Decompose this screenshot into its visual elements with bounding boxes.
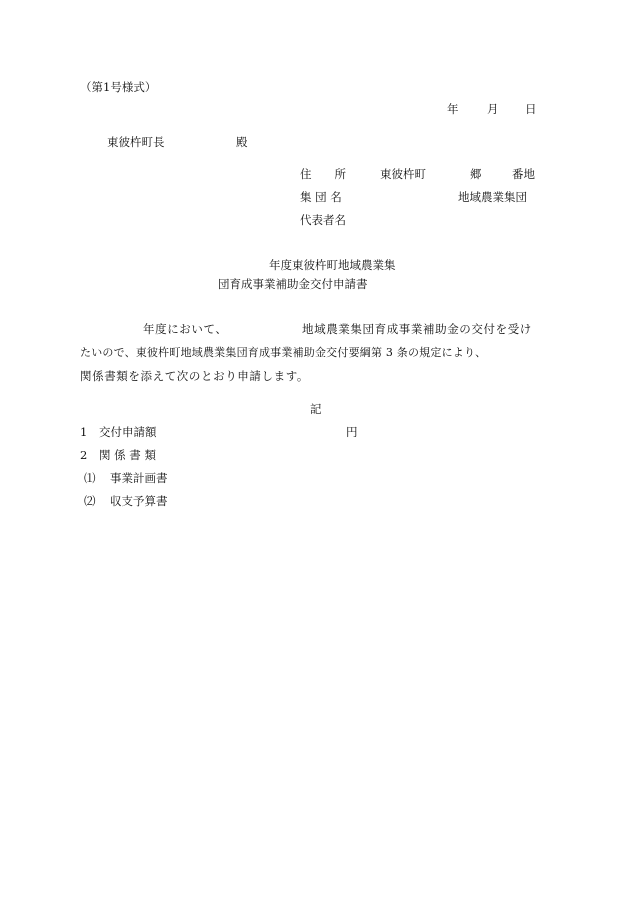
ki-heading: 記	[310, 402, 322, 416]
body-line-2: たいので、東彼杵町地域農業集団育成事業補助金交付要綱第 3 条の規定により、	[80, 346, 487, 359]
address-town: 東彼杵町	[380, 167, 426, 181]
address-banchi: 番地	[512, 167, 535, 181]
address-go: 郷	[470, 167, 482, 181]
representative-label: 代表者名	[300, 213, 346, 227]
item-2-label: 関 係 書 類	[99, 448, 156, 462]
subitem-1-number: ⑴	[84, 471, 96, 485]
addressee-name: 東彼杵町長	[107, 135, 165, 149]
item-1-label: 交付申請額	[99, 425, 157, 439]
date-month: 月	[487, 102, 499, 116]
title-line-2: 団育成事業補助金交付申請書	[218, 277, 368, 291]
form-number: （第1号様式）	[80, 80, 157, 94]
body-line-1b: 地域農業集団育成事業補助金の交付を受け	[302, 322, 532, 336]
date-year: 年	[447, 102, 459, 116]
subitem-2-label: 収支予算書	[110, 494, 168, 508]
subitem-1-label: 事業計画書	[110, 471, 168, 485]
group-label: 集 団 名	[300, 190, 342, 204]
address-label: 住 所	[300, 167, 346, 181]
group-name: 地域農業集団	[458, 190, 527, 204]
item-2-number: 2	[80, 448, 88, 462]
item-1-number: 1	[80, 425, 88, 439]
title-line-1: 年度東彼杵町地域農業集	[269, 258, 396, 272]
body-line-3: 関係書類を添えて次のとおり申請します。	[80, 369, 309, 383]
date-day: 日	[525, 102, 537, 116]
subitem-2-number: ⑵	[84, 494, 96, 508]
addressee-honorific: 殿	[236, 135, 248, 149]
item-1-unit: 円	[346, 425, 358, 439]
body-line-1a: 年度において、	[143, 322, 228, 336]
